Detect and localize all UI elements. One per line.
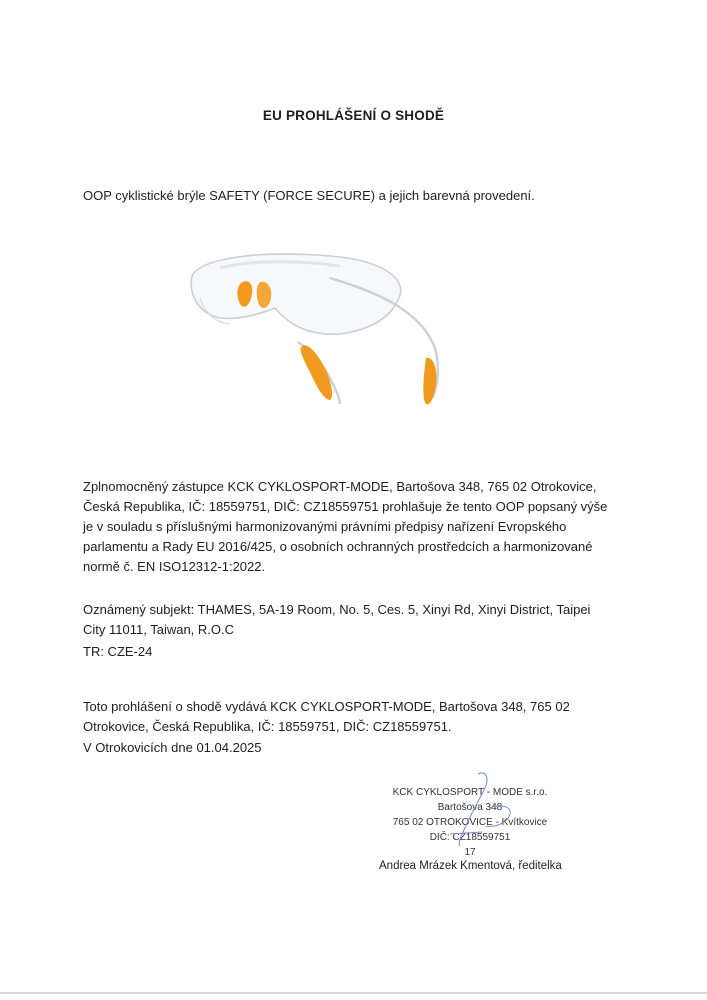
- signer-name: Andrea Mrázek Kmentová, ředitelka: [379, 860, 562, 872]
- stamp-street: Bartošova 348: [437, 802, 503, 813]
- handwritten-signature: [420, 768, 530, 848]
- stamp-city: 765 02 OTROKOVICE - Kvítkovice: [392, 817, 548, 828]
- scan-edge-line: [0, 992, 707, 994]
- notified-body: Oznámený subjekt: THAMES, 5A-19 Room, No. 5, Ces. 5, Xinyi Rd, Xinyi District, Taipei City 11011, Taiwan, R.O.C: [83, 602, 591, 637]
- safety-glasses-image: [180, 238, 450, 418]
- stamp-vat: DIČ: CZ18559751: [429, 832, 511, 843]
- issuer-statement: Toto prohlášení o shodě vydává KCK CYKLOSPORT-MODE, Bartošova 348, 765 02 Otrokovice, Česká Republika, IČ: 18559751, DIČ: CZ18559751.: [83, 699, 570, 734]
- tr-number: TR: CZE-24: [83, 644, 153, 659]
- product-description: OOP cyklistické brýle SAFETY (FORCE SECURE) a jejich barevná provedení.: [83, 188, 535, 203]
- place-and-date: V Otrokovicích dne 01.04.2025: [83, 740, 262, 755]
- document-title: EU PROHLÁŠENÍ O SHODĚ: [262, 108, 445, 123]
- representative-declaration: Zplnomocněný zástupce KCK CYKLOSPORT-MODE, Bartošova 348, 765 02 Otrokovice, Česká Republika, IČ: 18559751, DIČ: CZ18559751 prohlašuje že tento OOP popsaný výše je v souladu s příslušnými harmonizovanými právními předpisy nařízení Evropského parlamentu a Rady EU 2016/425, o osobních ochranných prostředcích a harmonizované normě č. EN ISO12312-1:2022.: [83, 479, 608, 574]
- stamp-number: 17: [464, 847, 476, 858]
- stamp-company: KCK CYKLOSPORT - MODE s.r.o.: [392, 787, 548, 798]
